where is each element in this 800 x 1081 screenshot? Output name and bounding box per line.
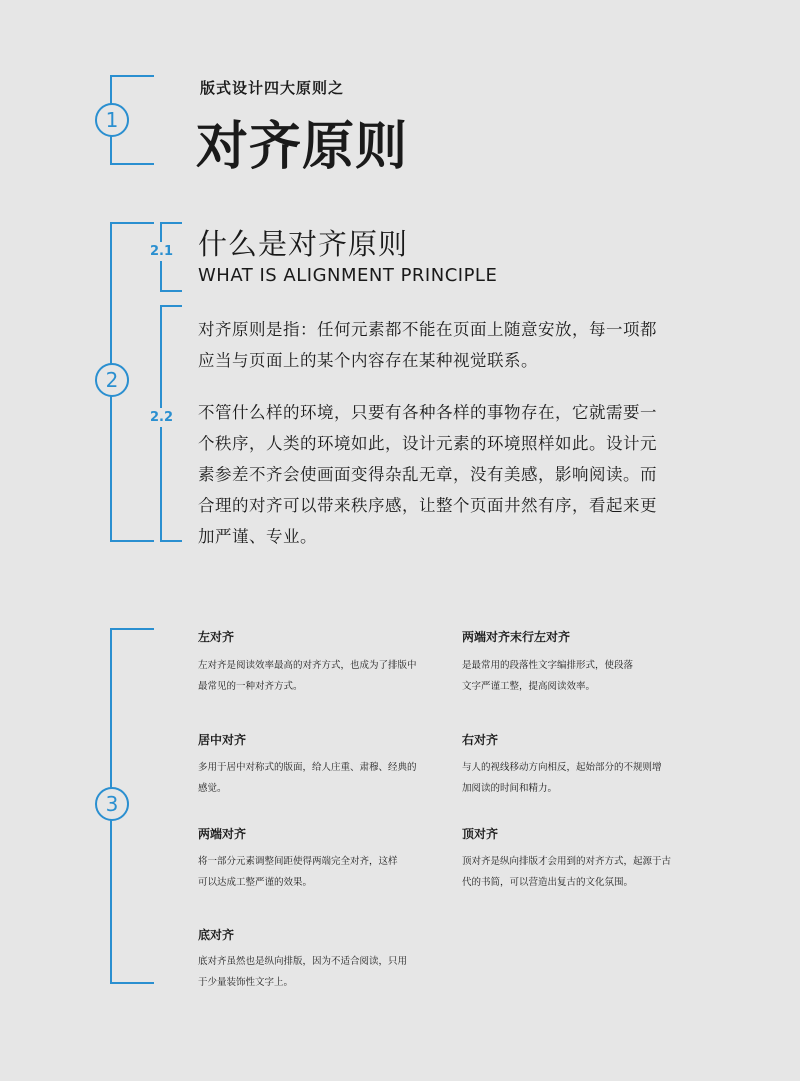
item-desc-center-align: 多用于居中对称式的版面，给人庄重、肃穆、经典的感觉。 [198,762,417,794]
sub22-label: 2.2 [150,410,174,425]
page-title: 对齐原则 [196,117,409,177]
sub21-label: 2.1 [150,244,174,259]
section2-paragraph-2: 不管什么样的环境，只要有各种各样的事物存在，它就需要一个秩序，人类的环境如此，设计元素的环境照样如此。设计元素参差不齐会使画面变得杂乱无章，没有美感，影响阅读。而合理的对齐可以带来秩序感，让整个页面井然有序，看起来更加严谨、专业。 [198,403,657,546]
section2-heading-en: WHAT IS ALIGNMENT PRINCIPLE [198,265,498,286]
item-desc-right-align: 与人的视线移动方向相反，起始部分的不规则增加阅读的时间和精力。 [462,762,662,794]
section3-number-icon: 3 [95,787,129,821]
item-desc-left-align: 左对齐是阅读效率最高的对齐方式，也成为了排版中最常见的一种对齐方式。 [198,660,417,692]
item-title-center-align: 居中对齐 [198,733,247,747]
item-desc-top-align: 顶对齐是纵向排版才会用到的对齐方式，起源于古代的书简，可以营造出复古的文化氛围。 [462,856,672,888]
item-desc-justify: 将一部分元素调整间距使得两端完全对齐，这样可以达成工整严谨的效果。 [198,856,398,888]
section1-intro: 版式设计四大原则之 [200,79,345,97]
item-title-justify: 两端对齐 [198,827,247,841]
item-title-left-align: 左对齐 [198,630,235,644]
item-title-top-align: 顶对齐 [462,827,499,841]
item-title-bottom-align: 底对齐 [198,928,235,942]
section1-number-icon: 1 [95,103,129,137]
item-title-right-align: 右对齐 [462,733,499,747]
section2-paragraph-1: 对齐原则是指：任何元素都不能在页面上随意安放，每一项都应当与页面上的某个内容存在某种视觉联系。 [198,320,657,370]
section2-heading: 什么是对齐原则 [198,227,409,261]
item-title-justify-last-left: 两端对齐末行左对齐 [462,630,571,644]
item-desc-bottom-align: 底对齐虽然也是纵向排版，因为不适合阅读，只用于少量装饰性文字上。 [198,956,408,988]
section2-number-icon: 2 [95,363,129,397]
item-desc-justify-last-left: 是最常用的段落性文字编排形式，使段落文字严谨工整，提高阅读效率。 [462,660,634,692]
